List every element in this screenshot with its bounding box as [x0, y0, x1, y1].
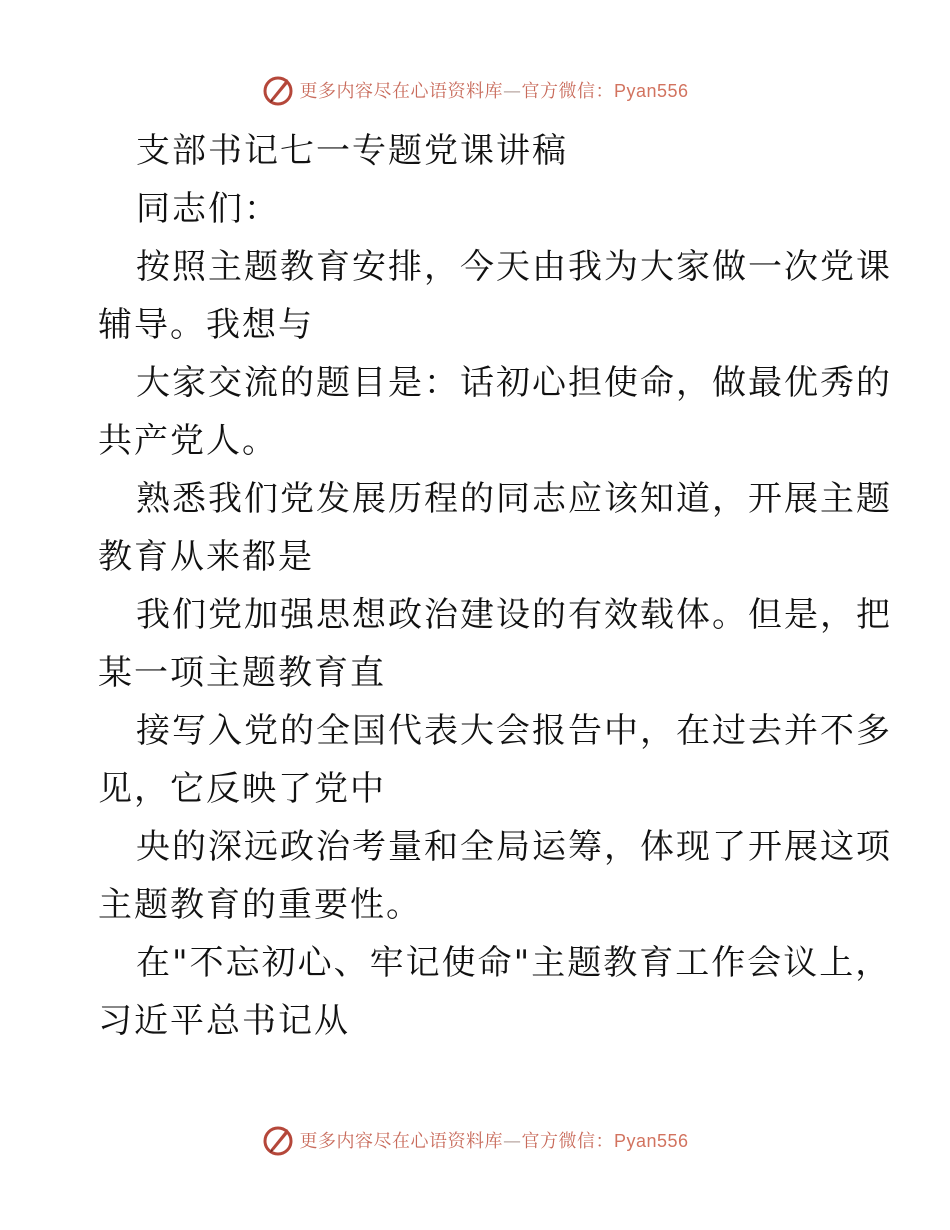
paragraph-line: 在"不忘初心、牢记使命"主题教育工作会议上， [136, 943, 892, 983]
paragraph-line: 央的深远政治考量和全局运筹，体现了开展这项 [136, 827, 892, 867]
footer-banner-id: Pyan556 [613, 1131, 689, 1151]
document-body [98, 122, 892, 1050]
quill-logo-icon [261, 1123, 295, 1157]
footer-watermark-banner [0, 1120, 950, 1160]
paragraph-line: 某一项主题教育直 [98, 653, 386, 693]
quill-logo-icon [261, 73, 295, 107]
paragraph-line: 辅导。我想与 [98, 305, 314, 345]
header-banner-id: Pyan556 [613, 81, 689, 101]
footer-banner-dash: — [502, 1131, 522, 1152]
paragraph-line: 主题教育的重要性。 [98, 885, 422, 925]
header-banner-text: 更多内容尽在心语资料库 [299, 81, 503, 102]
paragraph-line: 见，它反映了党中 [98, 769, 386, 809]
footer-banner-text: 更多内容尽在心语资料库 [299, 1131, 503, 1152]
paragraph-line: 按照主题教育安排，今天由我为大家做一次党课 [136, 247, 892, 287]
header-banner-suffix: 官方微信： [521, 81, 614, 102]
header-watermark-banner [0, 70, 950, 110]
paragraph-line: 大家交流的题目是：话初心担使命，做最优秀的 [136, 363, 892, 403]
paragraph-line: 接写入党的全国代表大会报告中，在过去并不多 [136, 711, 892, 751]
paragraph-line: 习近平总书记从 [98, 1001, 350, 1041]
footer-banner-suffix: 官方微信： [521, 1131, 614, 1152]
greeting-line: 同志们： [136, 189, 280, 229]
document-title: 支部书记七一专题党课讲稿 [136, 131, 568, 171]
paragraph-line: 熟悉我们党发展历程的同志应该知道，开展主题 [136, 479, 892, 519]
paragraph-line: 我们党加强思想政治建设的有效载体。但是，把 [136, 595, 892, 635]
paragraph-line: 共产党人。 [98, 421, 278, 461]
paragraph-line: 教育从来都是 [98, 537, 314, 577]
header-banner-dash: — [502, 81, 522, 102]
